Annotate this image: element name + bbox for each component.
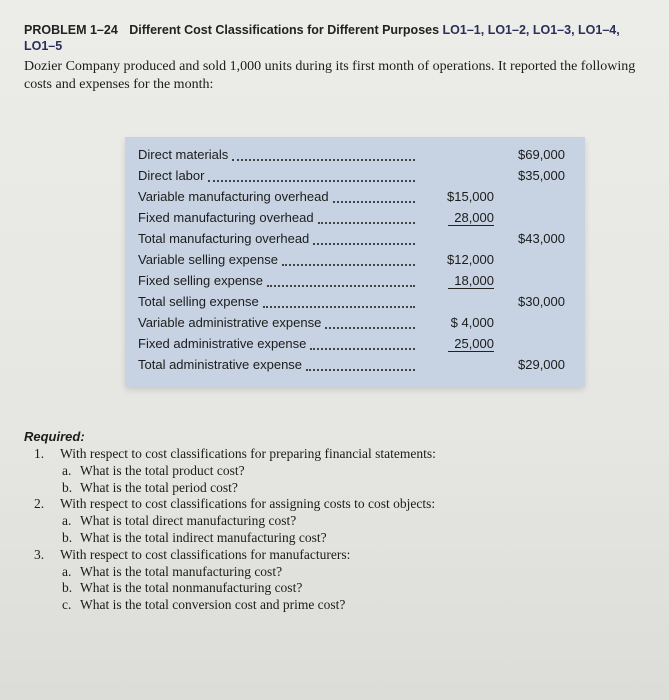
problem-heading: [24, 22, 654, 54]
cost-label: Total manufacturing overhead: [138, 231, 310, 246]
cost-label: Variable selling expense: [138, 252, 278, 267]
leader-dots: [313, 227, 415, 245]
cost-row: [125, 187, 585, 208]
cost-row: [125, 250, 585, 271]
part-text: What is the total period cost?: [80, 479, 238, 495]
component-amount: 25,000: [448, 336, 494, 352]
cost-label: Total administrative expense: [138, 357, 303, 372]
problem-title: Different Cost Classifications for Different Purposes: [129, 23, 440, 37]
cost-row: [125, 229, 585, 250]
question-number: 1.: [34, 446, 45, 461]
question-part: [62, 580, 302, 596]
part-letter: a.: [62, 462, 72, 478]
question-part: [62, 480, 238, 496]
part-letter: a.: [62, 513, 72, 529]
cost-row: [125, 292, 585, 313]
total-amount: $69,000: [518, 147, 565, 162]
question-item: [34, 547, 634, 563]
cost-row: [125, 271, 585, 292]
leader-dots: [325, 311, 415, 329]
part-text: What is the total manufacturing cost?: [80, 563, 283, 579]
part-letter: c.: [62, 597, 72, 613]
cost-label: Direct materials: [138, 147, 229, 162]
problem-number: PROBLEM 1–24: [24, 23, 118, 37]
question-item: [34, 446, 634, 462]
cost-label: Total selling expense: [138, 294, 259, 309]
leader-dots: [318, 206, 415, 224]
leader-dots: [333, 185, 415, 203]
cost-row: [125, 145, 585, 166]
leader-dots: [263, 290, 415, 308]
component-amount: 18,000: [448, 273, 494, 289]
leader-dots: [282, 248, 415, 266]
question-text: With respect to cost classifications for assigning costs to cost objects:: [60, 496, 436, 512]
cost-label: Fixed administrative expense: [138, 336, 307, 351]
cost-table: [125, 137, 585, 387]
question-number: 3.: [34, 546, 45, 562]
cost-label: Fixed selling expense: [138, 273, 264, 288]
problem-intro: Dozier Company produced and sold 1,000 units during its first month of operations. It reported the following costs and expenses for the month:: [24, 59, 636, 92]
leader-dots: [208, 164, 415, 182]
question-text: With respect to cost classifications for preparing financial statements:: [60, 446, 436, 461]
question-part: [62, 564, 282, 580]
part-letter: b.: [62, 580, 73, 596]
leader-dots: [267, 269, 415, 287]
part-text: What is the total product cost?: [80, 462, 245, 478]
question-item: [34, 496, 634, 512]
cost-label: Fixed manufacturing overhead: [138, 210, 314, 225]
part-letter: a.: [62, 563, 72, 579]
component-amount: $12,000: [447, 252, 494, 267]
question-part: [62, 513, 296, 529]
component-amount: 28,000: [448, 210, 494, 226]
question-number: 2.: [34, 496, 45, 512]
part-text: What is the total nonmanufacturing cost?: [80, 580, 303, 596]
part-text: What is the total conversion cost and prime cost?: [80, 597, 346, 613]
component-amount: $ 4,000: [450, 315, 494, 330]
leader-dots: [310, 332, 415, 350]
part-text: What is the total indirect manufacturing cost?: [80, 530, 327, 545]
part-letter: b.: [62, 530, 73, 545]
cost-label: Variable manufacturing overhead: [138, 189, 329, 204]
cost-label: Direct labor: [138, 168, 205, 183]
part-letter: b.: [62, 479, 73, 495]
leader-dots: [306, 353, 415, 371]
question-text: With respect to cost classifications for manufacturers:: [60, 546, 351, 562]
cost-row: [125, 208, 585, 229]
learning-objectives: LO1–1, LO1–2, LO1–3, LO1–4, LO1–5: [24, 23, 620, 53]
question-part: [62, 597, 345, 613]
total-amount: $35,000: [518, 168, 565, 183]
cost-row: [125, 334, 585, 355]
required-heading: Required:: [24, 429, 85, 444]
leader-dots: [232, 143, 415, 161]
total-amount: $43,000: [518, 231, 565, 246]
total-amount: $29,000: [518, 357, 565, 372]
cost-row: [125, 355, 585, 376]
cost-row: [125, 313, 585, 334]
cost-row: [125, 166, 585, 187]
component-amount: $15,000: [447, 189, 494, 204]
part-text: What is total direct manufacturing cost?: [80, 513, 297, 529]
total-amount: $30,000: [518, 294, 565, 309]
cost-label: Variable administrative expense: [138, 315, 322, 330]
question-part: [62, 463, 245, 479]
question-part: [62, 530, 327, 546]
